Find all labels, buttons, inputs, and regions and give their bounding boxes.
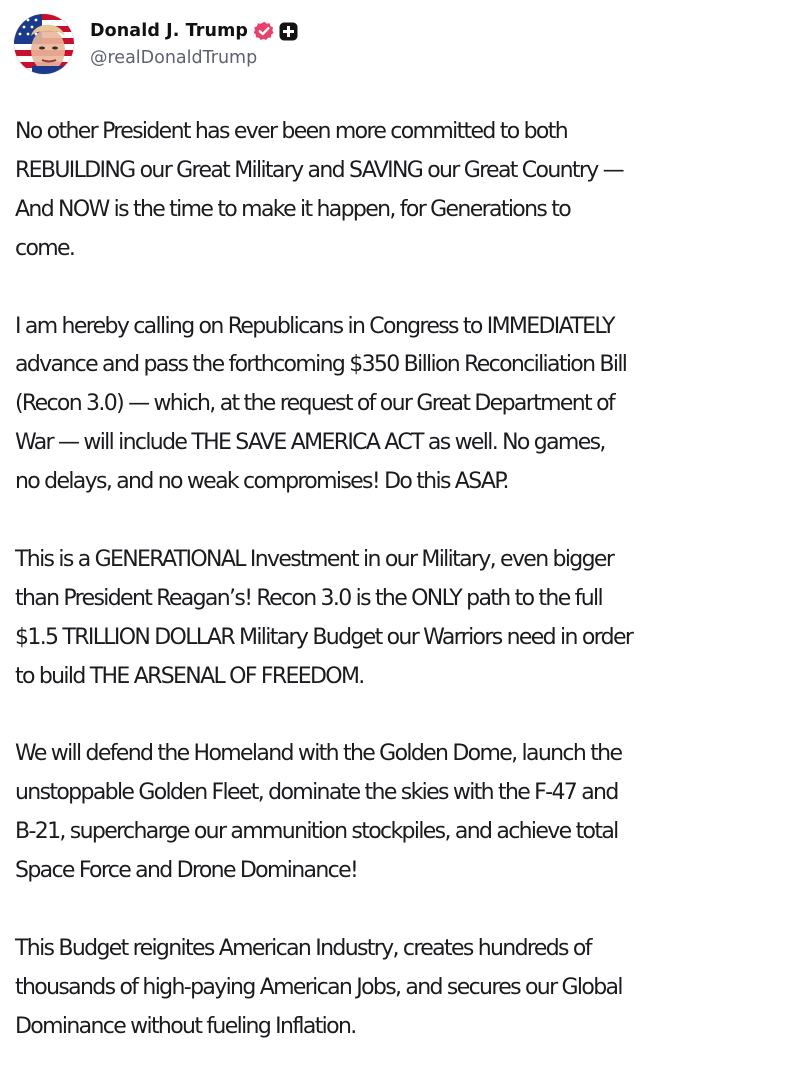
post-text-line: I am hereby calling on Republicans in Congress to IMMEDIATELY bbox=[15, 313, 614, 339]
post-text-line: B-21, supercharge our ammunition stockpiles, and achieve total bbox=[15, 819, 618, 845]
post-text-line: unstoppable Golden Fleet, dominate the skies with the F-47 and bbox=[15, 780, 618, 806]
post-text-line: thousands of high-paying American Jobs, and secures our Global bbox=[15, 974, 622, 1000]
post-paragraph bbox=[15, 541, 800, 697]
plus-badge-icon bbox=[279, 22, 298, 41]
post-text-line: $1.5 TRILLION DOLLAR Military Budget our Warriors need in order bbox=[15, 624, 633, 650]
author-handle[interactable]: @realDonaldTrump bbox=[90, 48, 258, 68]
post-text-line: REBUILDING our Great Military and SAVING our Great Country — bbox=[15, 157, 624, 183]
post-paragraph bbox=[15, 308, 800, 503]
name-row bbox=[90, 18, 298, 44]
post-text-line: We will defend the Homeland with the Golden Dome, launch the bbox=[15, 741, 622, 767]
avatar[interactable] bbox=[14, 14, 74, 74]
post-paragraph bbox=[15, 735, 800, 891]
post-text-line: advance and pass the forthcoming $350 Billion Reconciliation Bill bbox=[15, 352, 627, 378]
post-text-line: than President Reagan’s! Recon 3.0 is the ONLY path to the full bbox=[15, 585, 602, 611]
post-text-line: (Recon 3.0) — which, at the request of our Great Department of bbox=[15, 391, 614, 417]
post-text-line: to build THE ARSENAL OF FREEDOM. bbox=[15, 663, 364, 689]
post-body bbox=[15, 113, 800, 1086]
post-paragraph bbox=[15, 113, 800, 269]
avatar-flag-portrait-icon bbox=[14, 14, 74, 74]
post-paragraph bbox=[15, 930, 800, 1047]
post-text-line: And NOW is the time to make it happen, for Generations to bbox=[15, 196, 571, 222]
author-identity bbox=[90, 18, 298, 68]
post-text-line: no delays, and no weak compromises! Do this ASAP. bbox=[15, 469, 508, 495]
post-text-line: No other President has ever been more committed to both bbox=[15, 119, 567, 144]
post-text-line: This is a GENERATIONAL Investment in our Military, even bigger bbox=[15, 546, 614, 572]
author-display-name[interactable]: Donald J. Trump bbox=[90, 21, 249, 41]
verified-badge-icon bbox=[254, 21, 274, 41]
post-text-line: Dominance without fueling Inflation. bbox=[15, 1013, 356, 1039]
post-text-line: War — will include THE SAVE AMERICA ACT as well. No games, bbox=[15, 430, 605, 456]
post-text-line: This Budget reignites American Industry, creates hundreds of bbox=[15, 935, 591, 961]
post-text-line: Space Force and Drone Dominance! bbox=[15, 858, 358, 884]
post-text-line: come. bbox=[15, 235, 75, 261]
post-header bbox=[14, 14, 298, 76]
